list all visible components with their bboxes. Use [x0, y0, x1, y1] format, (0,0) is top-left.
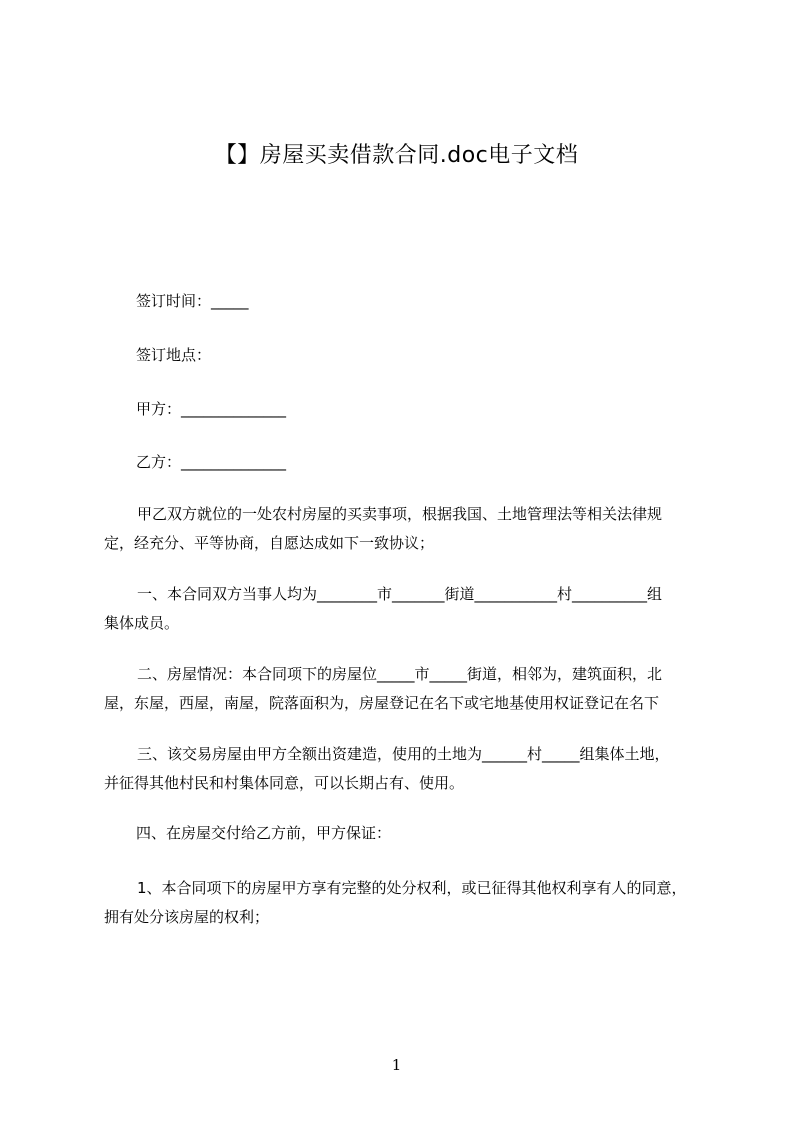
clause-3-paragraph [104, 740, 700, 798]
page-number: 1 [391, 1056, 402, 1074]
party-a-line: 甲方：______________ [136, 400, 287, 418]
clause-2-line-1: 二、房屋情况：本合同项下的房屋位_____市_____街道，相邻为，建筑面积，北 [137, 665, 663, 683]
clause-1-line-2: 集体成员。 [104, 614, 180, 632]
document-title: 【】房屋买卖借款合同.doc电子文档 [214, 143, 579, 168]
intro-line-1: 甲乙双方就位的一处农村房屋的买卖事项，根据我国、土地管理法等相关法律规 [137, 505, 663, 523]
clause-1-line-1: 一、本合同双方当事人均为________市_______街道___________村__________组 [137, 585, 663, 603]
sign-date-line: 签订时间：_____ [136, 292, 249, 310]
clause-4-heading: 四、在房屋交付给乙方前，甲方保证： [136, 824, 392, 842]
party-b-line: 乙方：______________ [136, 453, 287, 471]
clause-4-1-line-1: 1、本合同项下的房屋甲方享有完整的处分权利，或已征得其他权利享有人的同意， [137, 879, 687, 897]
clause-4-1-paragraph [104, 874, 700, 932]
sign-place-line: 签订地点： [136, 346, 212, 364]
clause-4-1-line-2: 拥有处分该房屋的权利； [104, 908, 270, 926]
intro-paragraph [104, 500, 700, 558]
clause-3-line-2: 并征得其他村民和村集体同意，可以长期占有、使用。 [104, 774, 465, 792]
clause-2-paragraph [104, 660, 700, 718]
clause-1-paragraph [104, 580, 700, 638]
intro-line-2: 定，经充分、平等协商，自愿达成如下一致协议； [104, 534, 435, 552]
clause-3-line-1: 三、该交易房屋由甲方全额出资建造，使用的土地为______村_____组集体土地， [137, 745, 670, 763]
clause-2-line-2: 屋，东屋，西屋，南屋，院落面积为，房屋登记在名下或宅地基使用权证登记在名下 [104, 694, 660, 712]
